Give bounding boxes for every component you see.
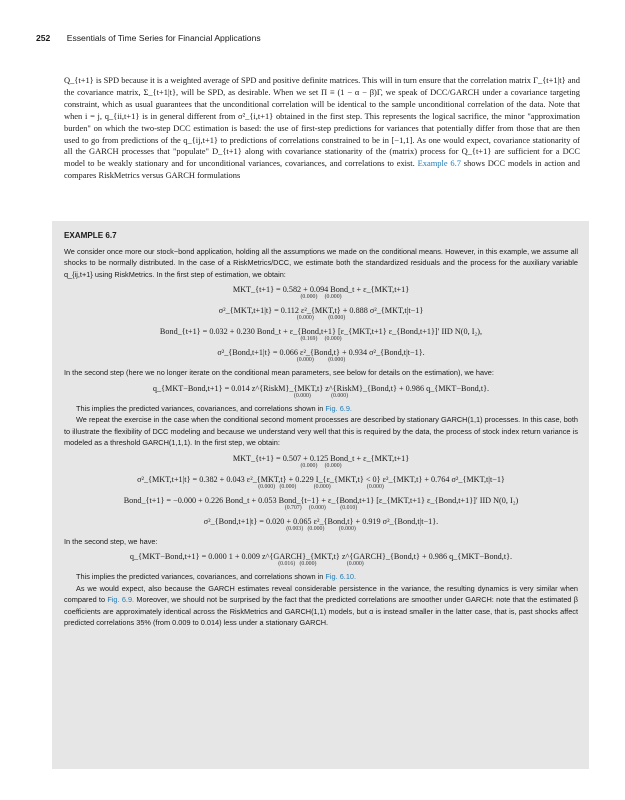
standard-errors: (0.000) (0.000) [296,357,346,363]
equation: MKT_{t+1} = 0.582 + 0.094 Bond_t + ε_{MKT,t+1} [232,285,410,294]
standard-errors: (0.707) (0.000) (0.010) [284,504,358,511]
example-paragraph: In the second step (here we no longer iterate on the conditional mean parameters, see below for details on the estimation), we have: [64,368,494,377]
paragraph-text: As we would expect, also because the GARCH estimates reveal considerable persistence in the variance, the resulting dynamics is very similar when compared to [64,583,578,604]
running-title: Essentials of Time Series for Financial Applications [66,33,261,43]
paragraph-text: This implies the predicted variances, covariances, and correlations shown in [76,572,324,581]
figure-link[interactable]: Fig. 6.10. [325,572,357,581]
standard-errors: (0.016) (0.000) (0.000) [278,561,364,567]
intro-paragraph [64,75,580,182]
standard-errors: (0.000) (0.000) [300,294,342,300]
equation: MKT_{t+1} = 0.507 + 0.125 Bond_t + ε_{MKT,t+1} [232,453,410,463]
equation: σ²_{MKT,t+1|t} = 0.382 + 0.043 ε²_{MKT,t} + 0.229 I_{ε_{MKT,t} < 0} ε²_{MKT,t} + 0.764 σ²_{MKT,t|t−1} [137,474,505,484]
standard-errors: (0.003) (0.000) (0.000) [286,525,356,532]
standard-errors: (0.000) (0.000) [293,392,349,399]
equation: σ²_{Bond,t+1|t} = 0.066 ε²_{Bond,t} + 0.934 σ²_{Bond,t|t−1}. [217,348,425,357]
intro-text-end: shows DCC models in action and compares RiskMetrics versus GARCH formulations [64,158,581,181]
equation: q_{MKT−Bond,t+1} = 0.014 z^{RiskM}_{MKT,t} z^{RiskM}_{Bond,t} + 0.986 q_{MKT−Bond,t}. [152,383,490,393]
running-header [36,33,596,43]
figure-link[interactable]: Fig. 6.9. [107,595,135,604]
intro-text: Q_{t+1} is SPD because it is a weighted average of SPD and positive definite matrices. This will in turn ensure that the correlation matrix Γ_{t+1|t} and the covariance matrix, Σ_{t+1|t}, will be SPD, as desirable. When we set Π ≡ (1 − α − β)Γ, we speak of DCC/GARCH under a covariance targeting constraint, which as usual guarantees that the unconditional correlation will be identical to the sample unconditional correlation of the data. Note that when i = j, q_{ii,t+1} is in general different from σ²_{i,t+1} obtained in the first step. This represents the logical sacrifice, the minor "approximation burden" on which the two-step DCC estimation is based: the use of first-step predictions for variances that potentially differ from those that are then used to go from predictions of the q_{ij,t+1} to predictions of correlations constrained to be in [−1,1]. As one would expect, covariance stationarity of all the GARCH processes that "populate" D_{t+1} along with covariance stationarity of the (matrix) process for Q_{t+1} are sufficient for a DCC model to be weakly stationary and for unconditional variances, covariances, and correlations to exist. [64,75,580,169]
paragraph-text: Moreover, we should not be surprised by the fact that the predicted correlations are smoother under GARCH: note that the estimated β coefficients are approximately identical across the RiskMetrics and GARCH(1,1) models, but α is instead smaller in the latter case, that is, past shocks affect predicted correlations 35% (from 0.009 to 0.014) less under a stationary GARCH. [64,595,578,627]
equation: Bond_{t+1} = −0.000 + 0.226 Bond_t + 0.053 Bond_{t−1} + ε_{Bond,t+1} [ε_{MKT,t+1} ε_{Bond,t+1}]′ IID N(0, I₂) [123,495,519,505]
equation: σ²_{MKT,t+1|t} = 0.112 ε²_{MKT,t} + 0.888 σ²_{MKT,t|t−1} [218,306,424,315]
example-paragraph [64,403,578,415]
example-paragraph: In the second step, we have: [64,536,158,546]
paragraph-text: This implies the predicted variances, covariances, and correlations shown in [76,403,324,413]
example-link[interactable]: Example 6.7 [417,158,461,169]
standard-errors: (0.000) (0.000) [296,315,346,321]
standard-errors: (0.000) (0.000) (0.000) (0.000) [258,483,384,490]
standard-errors: (0.169) (0.000) [300,336,342,342]
figure-link[interactable]: Fig. 6.9. [325,403,352,413]
standard-errors: (0.000) (0.000) [300,462,342,469]
equation: σ²_{Bond,t+1|t} = 0.020 + 0.065 ε²_{Bond,t} + 0.919 σ²_{Bond,t|t−1}. [203,516,439,526]
example-paragraph: We repeat the exercise in the case when the conditional second moment processes are described by stationary GARCH(1,1) processes. In this case, both to illustrate the flexibility of DCC modeling and because we understand very well that this is required by the data, the process of stock index return variance is modeled as a threshold GARCH(1,1,1). In the first step, we obtain: [64,415,578,447]
example-box [52,221,589,769]
example-title: EXAMPLE 6.7 [64,231,117,240]
equation: Bond_{t+1} = 0.032 + 0.230 Bond_t + ε_{Bond,t+1} [ε_{MKT,t+1} ε_{Bond,t+1}]′ IID N(0, I₂), [159,327,483,336]
example-paragraph [64,583,578,629]
equation: q_{MKT−Bond,t+1} = 0.000 1 + 0.009 z^{GARCH}_{MKT,t} z^{GARCH}_{Bond,t} + 0.986 q_{MKT−Bond,t}. [129,552,513,561]
page-number: 252 [36,33,51,43]
example-paragraph: We consider once more our stock−bond application, holding all the assumptions we made on the conditional means. However, in this example, we assume all shocks to be normally distributed. In the case of a RiskMetrics/DCC, we estimate both the standardized residuals and the process for the auxiliary variable q_{ij,t+1} using RiskMetrics. In the first step of estimation, we obtain: [64,246,578,279]
example-paragraph [64,571,578,583]
